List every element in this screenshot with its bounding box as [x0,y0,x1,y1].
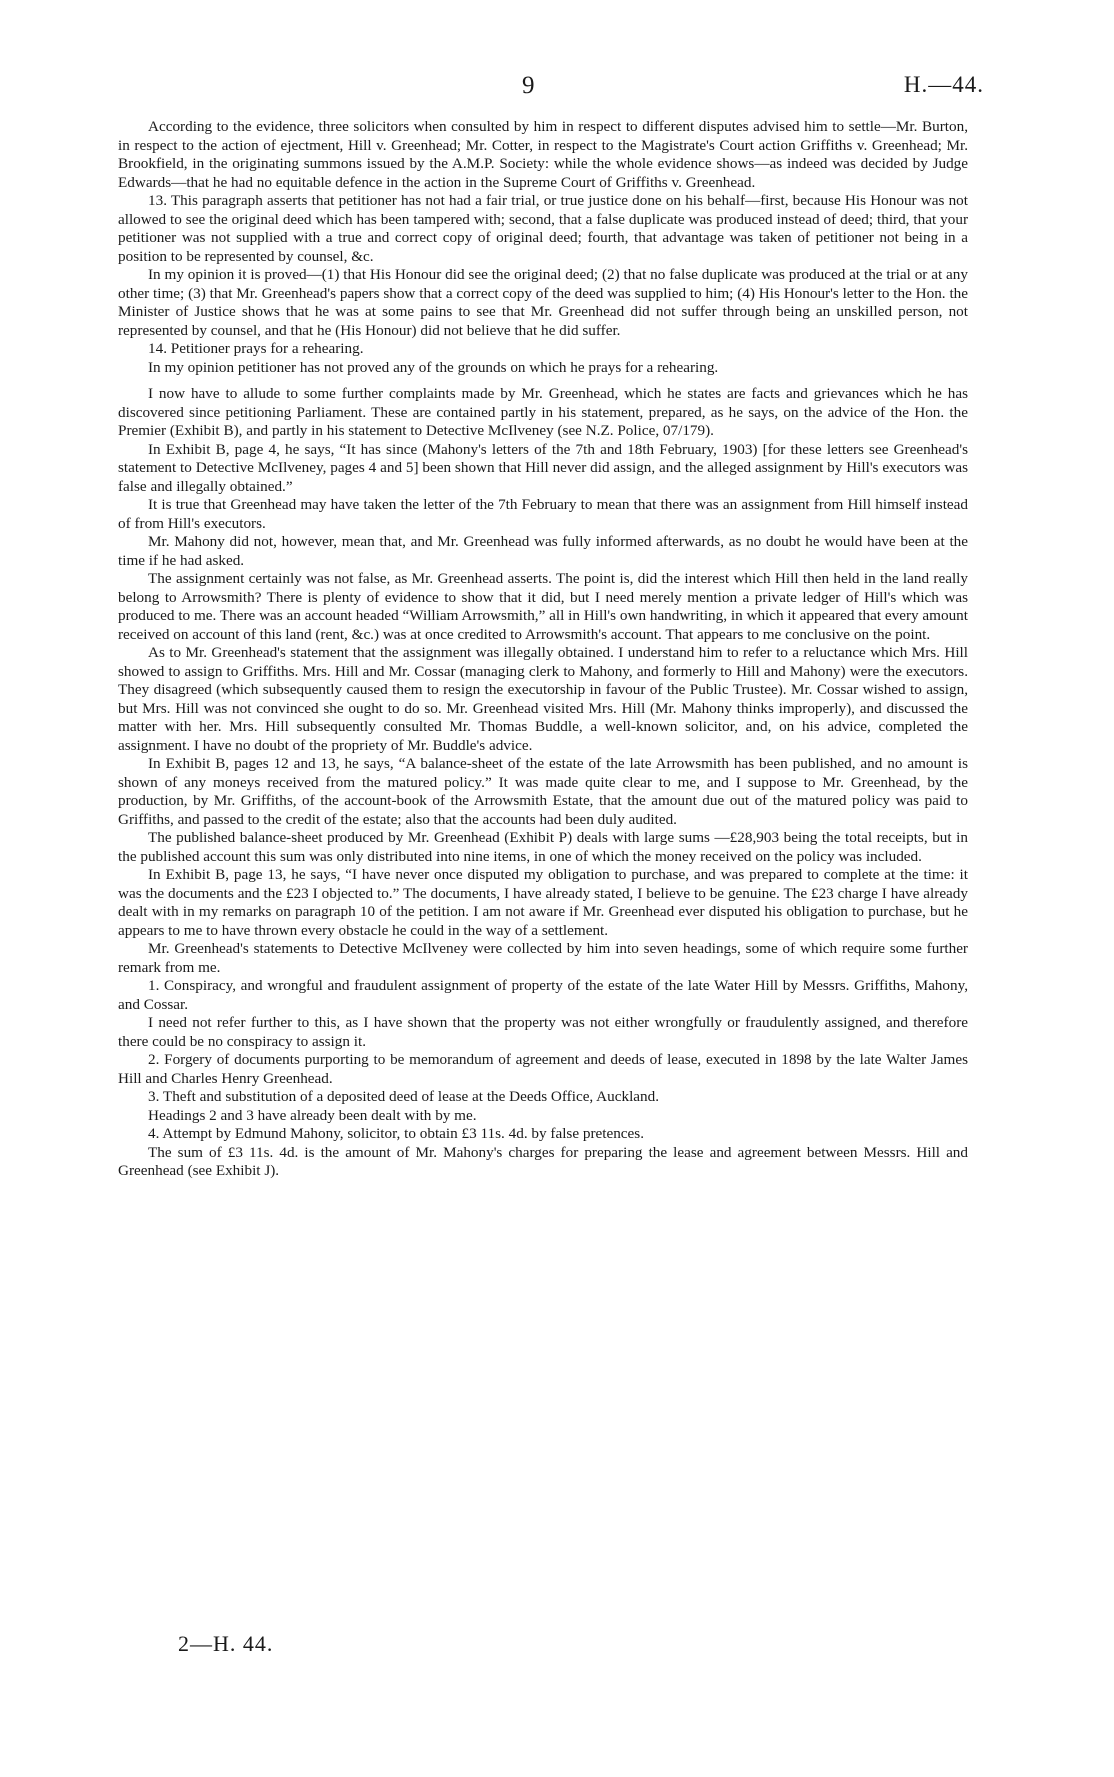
paragraph: 1. Conspiracy, and wrongful and fraudulent assignment of property of the estate of the late Water Hill by Messrs. Griffiths, Mahony, and Cossar. [118,977,968,1013]
paragraph: Headings 2 and 3 have already been dealt with by me. [148,1106,477,1124]
paragraph: In Exhibit B, page 4, he says, “It has since (Mahony's letters of the 7th and 18th February, 1903) [for these letters see Greenhead's statement to Detective McIlveney, pages 4 and 5] been shown that Hill never did assign, and the alleged assignment by Hill's executors was false and illegally obtained.” [118,440,968,495]
paragraph: 3. Theft and substitution of a deposited deed of lease at the Deeds Office, Auckland. [148,1088,660,1105]
document-body [118,118,968,1181]
paragraph: In my opinion petitioner has not proved any of the grounds on which he prays for a rehearing. [148,358,719,376]
paragraph: 14. Petitioner prays for a rehearing. [148,340,364,357]
paragraph: 2. Forgery of documents purporting to be memorandum of agreement and deeds of lease, executed in 1898 by the late Walter James Hill and Charles Henry Greenhead. [118,1051,968,1087]
paragraph: It is true that Greenhead may have taken the letter of the 7th February to mean that there was an assignment from Hill himself instead of from Hill's executors. [118,496,968,532]
report-code: H.—44. [903,72,984,97]
paragraph: The published balance-sheet produced by Mr. Greenhead (Exhibit P) deals with large sums —£28,903 being the total receipts, but in the published account this sum was only distributed into nine items, in one of which the money received on the policy was included. [118,829,968,865]
paragraph: Mr. Mahony did not, however, mean that, and Mr. Greenhead was fully informed afterwards, as no doubt he would have been at the time if he had asked. [118,533,968,569]
paragraph: 4. Attempt by Edmund Mahony, solicitor, to obtain £3 11s. 4d. by false pretences. [148,1125,645,1142]
paragraph: I need not refer further to this, as I have shown that the property was not either wrongfully or fraudulently assigned, and therefore there could be no conspiracy to assign it. [118,1014,968,1050]
paragraph: The assignment certainly was not false, as Mr. Greenhead asserts. The point is, did the interest which Hill then held in the land really belong to Arrowsmith? There is plenty of evidence to show that it did, but I need merely mention a private ledger of Hill's which was produced to me. There was an account headed “William Arrowsmith,” all in Hill's own handwriting, in which it appeared that every amount received on account of this land (rent, &c.) was at once credited to Arrowsmith's account. That appears to me conclusive on the point. [118,570,968,643]
paragraph: In Exhibit B, page 13, he says, “I have never once disputed my obligation to purchase, and was prepared to complete at the time: it was the documents and the £23 I objected to.” The documents, I have already stated, I believe to be genuine. The £23 charge I have already dealt with in my remarks on paragraph 10 of the petition. I am not aware if Mr. Greenhead ever disputed his obligation to purchase, but he appears to me to have thrown every obstacle he could in the way of a settlement. [118,866,968,939]
paragraph: In Exhibit B, pages 12 and 13, he says, “A balance-sheet of the estate of the late Arrowsmith has been published, and no amount is shown of any moneys received from the matured policy.” It was made quite clear to me, and I suppose to Mr. Greenhead, by the production, by Mr. Griffiths, of the account-book of the Arrowsmith Estate, that the amount due out of the matured policy was paid to Griffiths, and passed to the credit of the estate; also that the accounts had been duly audited. [118,755,968,828]
paragraph: I now have to allude to some further complaints made by Mr. Greenhead, which he states are facts and grievances which he has discovered since petitioning Parliament. These are contained partly in his statement, prepared, as he says, on the advice of the Hon. the Premier (Exhibit B), and partly in his statement to Detective McIlveney (see N.Z. Police, 07/179). [118,385,968,439]
paragraph: According to the evidence, three solicitors when consulted by him in respect to different disputes advised him to settle—Mr. Burton, in respect to the action of ejectment, Hill v. Greenhead; Mr. Cotter, in respect to the Magistrate's Court action Griffiths v. Greenhead; Mr. Brookfield, in the originating summons issued by the A.M.P. Society: while the whole evidence shows—as indeed was decided by Judge Edwards—that he had no equitable defence in the action in the Supreme Court of Griffiths v. Greenhead. [118,118,968,191]
footer-signature: 2—H. 44. [178,1631,274,1656]
page-number: 9 [522,72,535,99]
page-header [0,72,1114,108]
paragraph: 13. This paragraph asserts that petitioner has not had a fair trial, or true justice done on his behalf—first, because His Honour was not allowed to see the original deed which has been tampered with; second, that a false duplicate was produced instead of deed; third, that your petitioner was not supplied with a true and correct copy of original deed; fourth, that advantage was taken of petitioner not being in a position to be represented by counsel, &c. [118,192,968,265]
paragraph: Mr. Greenhead's statements to Detective McIlveney were collected by him into seven headings, some of which require some further remark from me. [118,940,968,976]
paragraph: In my opinion it is proved—(1) that His Honour did see the original deed; (2) that no false duplicate was produced at the trial or at any other time; (3) that Mr. Greenhead's papers show that a correct copy of the deed was supplied to him; (4) His Honour's letter to the Hon. the Minister of Justice shows that he was at some pains to see that Mr. Greenhead did not suffer through being an unskilled person, not represented by counsel, and that he (His Honour) did not believe that he did suffer. [118,266,968,339]
paragraph: The sum of £3 11s. 4d. is the amount of Mr. Mahony's charges for preparing the lease and agreement between Messrs. Hill and Greenhead (see Exhibit J). [118,1143,968,1179]
paragraph: As to Mr. Greenhead's statement that the assignment was illegally obtained. I understand him to refer to a reluctance which Mrs. Hill showed to assign to Griffiths. Mrs. Hill and Mr. Cossar (managing clerk to Mahony, and formerly to Hill and Mahony) were the executors. They disagreed (which subsequently caused them to resign the executorship in favour of the Public Trustee). Mr. Cossar wished to assign, but Mrs. Hill was not convinced she ought to do so. Mr. Greenhead visited Mrs. Hill (Mr. Mahony thinks improperly), and discussed the matter with her. Mrs. Hill subsequently consulted Mr. Thomas Buddle, a well-known solicitor, and, on his advice, completed the assignment. I have no doubt of the propriety of Mr. Buddle's advice. [118,644,968,754]
